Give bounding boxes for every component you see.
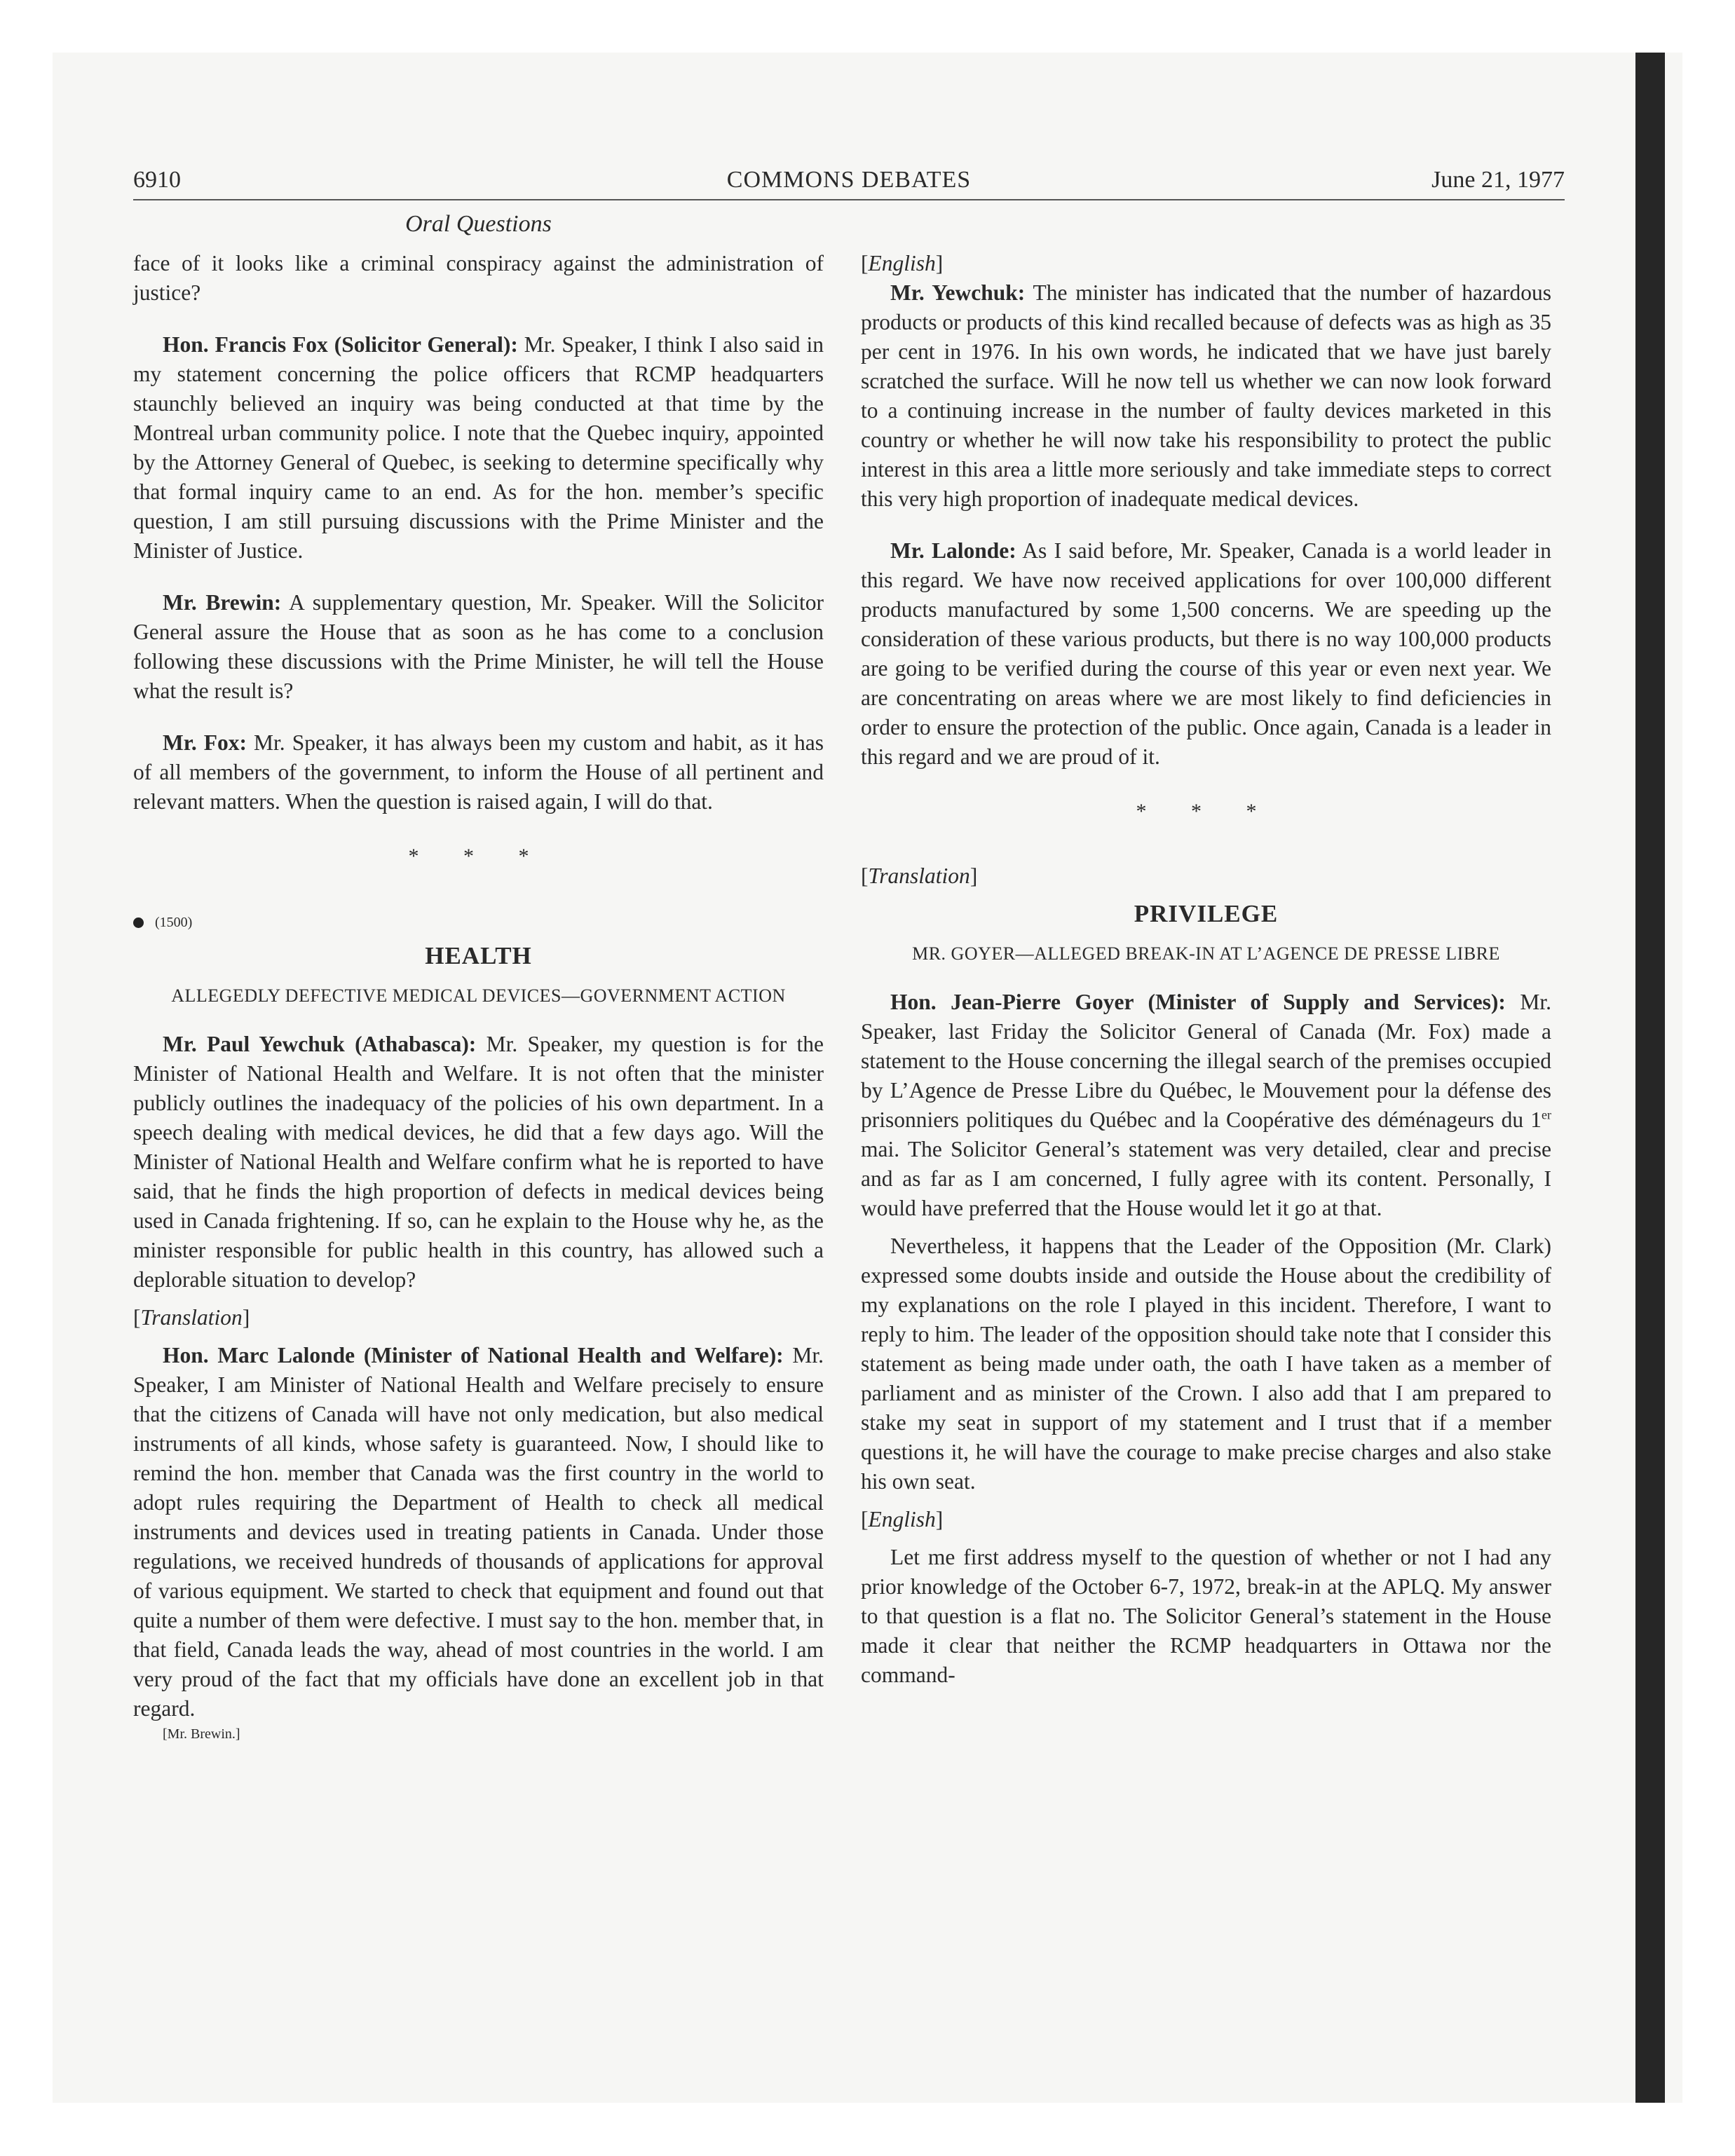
speech-text: Mr. Speaker, I think I also said in my statement concerning the police officers that RCMP headquarters staunchly believed an inquiry was being conducted at that time by the Montreal urban community police. I note that the Quebec inquiry, appointed by the Attorney General of Quebec, is seeking to determine specifically why that formal inquiry came to an end. As for the hon. member’s specific question, I am still pursuing discussions with the Prime Minister and the Minister of Justice. — [133, 332, 824, 563]
speaker-name: Mr. Yewchuk: — [890, 280, 1026, 305]
speech-lalonde — [133, 1341, 824, 1724]
superscript: er — [1542, 1107, 1551, 1122]
speech-text: Mr. Speaker, it has always been my custom and habit, as it has of all members of the government, to inform the House of all pertinent and relevant matters. When the question is raised again, I will do that. — [133, 730, 824, 814]
section-label: Oral Questions — [405, 211, 552, 237]
language-marker: [Translation] — [133, 1305, 250, 1330]
speech-goyer — [861, 988, 1551, 1223]
language-marker-text: Translation — [140, 1305, 243, 1330]
paragraph-continuation: face of it looks like a criminal conspiracy against the administration of justice? — [133, 251, 824, 305]
speech-brewin — [133, 588, 824, 706]
speech-text: The minister has indicated that the number of hazardous products or products of this kind recalled because of defects was as high as 35 per cent in 1976. In his own words, he indicated that we have just barely scratched the surface. Will he now tell us whether we can now look forward to a continuing increase in the number of faulty devices marketed in this country or whether he will now take his responsibility to protect the public interest in this area a little more seriously and take immediate steps to correct this very high proportion of inadequate medical devices. — [861, 280, 1551, 511]
speaker-name: Mr. Fox: — [163, 730, 247, 755]
speech-yewchuk — [133, 1030, 824, 1295]
time-marker — [133, 912, 824, 933]
section-subheading: MR. GOYER—ALLEGED BREAK-IN AT L’AGENCE DE PRESSE LIBRE — [912, 943, 1500, 964]
bullet-dot-icon — [133, 917, 144, 928]
section-heading: HEALTH — [425, 942, 532, 969]
speech-text: As I said before, Mr. Speaker, Canada is a world leader in this regard. We have now received applications for over 100,000 different products manufactured by some 1,500 concerns. We are speeding up the consideration of these various products, but there is no way 100,000 products are going to be verified during the course of this year or even next year. We are concentrating on areas where we are most likely to find deficiencies in order to ensure the protection of the public. Once again, Canada is a leader in this regard and we are proud of it. — [861, 538, 1552, 769]
language-marker-text: English — [868, 1507, 936, 1531]
speaker-name: Mr. Paul Yewchuk (Athabasca): — [163, 1032, 477, 1056]
speaker-name: Mr. Brewin: — [163, 590, 282, 615]
speech-lalonde-2 — [861, 536, 1551, 772]
speaker-name: Mr. Lalonde: — [890, 538, 1016, 563]
speech-text: Mr. Speaker, last Friday the Solicitor General of Canada (Mr. Fox) made a statement to the House concerning the illegal search of the premises occupied by L’Agence de Presse Libre du Québec, le Mouvement pour la défense des prisonniers politiques du Québec and la Coopérative des déménageurs du 1 — [861, 990, 1551, 1132]
time-marker-text: (1500) — [155, 915, 193, 930]
page-date: June 21, 1977 — [1431, 167, 1565, 193]
publication-title: COMMONS DEBATES — [726, 167, 972, 193]
speech-text: Mr. Speaker, I am Minister of National Health and Welfare precisely to ensure that the citizens of Canada will have not only medication, but also medical instruments of all kinds, whose safety is guaranteed. Now, I should like to remind the hon. member that Canada was the first country in the world to adopt rules requiring the Department of Health to check all medical instruments and devices used in treating patients in Canada. Under those regulations, we received hundreds of thousands of applications for approval of various equipment. We started to check that equipment and found out that quite a number of them were defective. I must say to the hon. member that, in that field, Canada leads the way, ahead of most countries in the world. I am very proud of the fact that my officials have done an excellent job in that regard. — [133, 1343, 824, 1721]
speech-text: Mr. Speaker, my question is for the Minister of National Health and Welfare. It is not often that the minister publicly outlines the inadequacy of the policies of his own department. In a speech dealing with medical devices, he did that a few days ago. Will the Minister of National Health and Welfare confirm what he is reported to have said, that he finds the high proportion of defects in medical devices being used in Canada frightening. If so, can he explain to the House why he, as the minister responsible for public health in this country, has allowed such a deplorable situation to develop? — [133, 1032, 824, 1292]
section-separator: * * * — [1136, 800, 1277, 823]
paragraph-nevertheless: Nevertheless, it happens that the Leader of the Opposition (Mr. Clark) expressed some doubts inside and outside the House about the credibility of my explanations on the role I played in this incident. Therefore, I want to reply to him. The leader of the opposition should take note that I consider this statement as being made under oath, the oath I have taken as a member of parliament and as minister of the Crown. I also add that I am prepared to stake my seat in support of my statement and I trust that if a member questions it, he will have the courage to make precise charges and also stake his own seat. — [861, 1234, 1551, 1494]
section-subheading: ALLEGEDLY DEFECTIVE MEDICAL DEVICES—GOVERNMENT ACTION — [171, 985, 786, 1006]
speech-text: A supplementary question, Mr. Speaker. Will the Solicitor General assure the House that as soon as he has come to a conclusion following these discussions with the Prime Minister, he will tell the House what the result is? — [133, 590, 824, 703]
scan-edge-bar — [1635, 53, 1665, 2103]
page-number: 6910 — [133, 167, 181, 193]
speech-text: mai. The Solicitor General’s statement was very detailed, clear and precise and as far as I am concerned, I fully agree with its content. Personally, I would have preferred that the House would let it go at that. — [861, 1137, 1551, 1220]
page-header — [133, 163, 1565, 198]
language-marker-text: Translation — [868, 864, 970, 888]
header-rule — [133, 199, 1565, 200]
left-column — [133, 249, 824, 1745]
language-marker: [English] — [861, 251, 944, 275]
right-column — [861, 249, 1551, 1690]
language-marker: [English] — [861, 1507, 944, 1531]
language-marker: [Translation] — [861, 864, 978, 888]
speaker-name: Hon. Francis Fox (Solicitor General): — [163, 332, 518, 357]
speech-yewchuk-2 — [861, 278, 1551, 514]
speech-fox-2 — [133, 728, 824, 817]
speaker-name: Hon. Marc Lalonde (Minister of National Health and Welfare): — [163, 1343, 784, 1367]
page-footer-tag: [Mr. Brewin.] — [163, 1726, 240, 1742]
section-heading: PRIVILEGE — [1134, 900, 1279, 927]
section-separator: * * * — [408, 845, 549, 868]
language-marker-text: English — [868, 251, 936, 275]
speech-fox — [133, 330, 824, 566]
speaker-name: Hon. Jean-Pierre Goyer (Minister of Supply and Services): — [890, 990, 1506, 1014]
paragraph-let-me: Let me first address myself to the question of whether or not I had any prior knowledge of the October 6-7, 1972, break-in at the APLQ. My answer to that question is a flat no. The Solicitor General’s statement in the House made it clear that neither the RCMP headquarters in Ottawa nor the command- — [861, 1545, 1551, 1687]
